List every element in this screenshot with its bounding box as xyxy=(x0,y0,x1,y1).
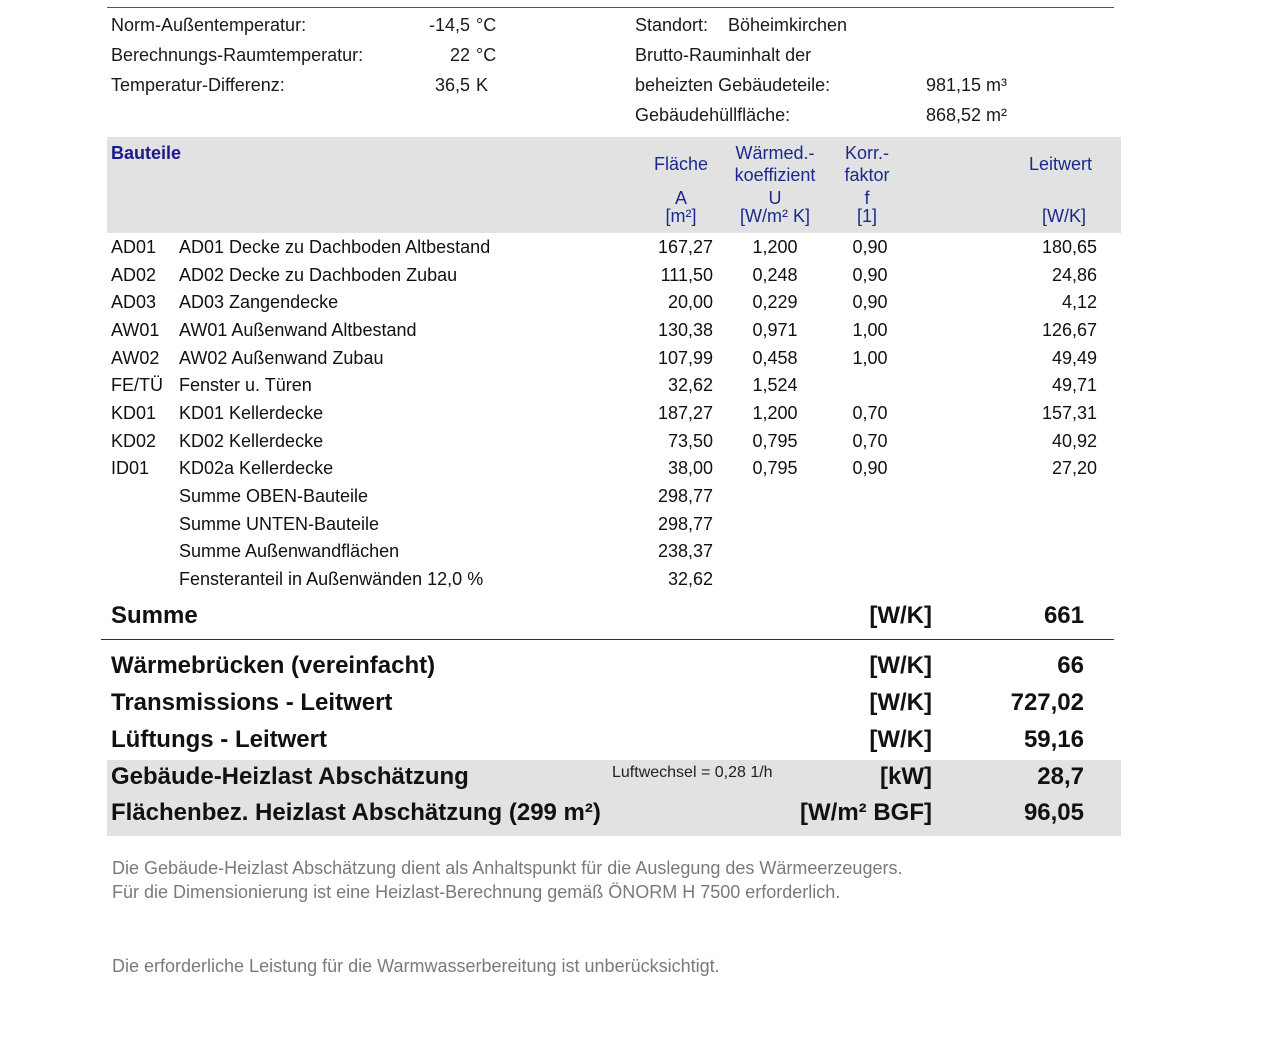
row-flaeche: 38,00 xyxy=(667,458,713,478)
col-waerme-line2: koeffizient xyxy=(734,165,816,185)
row-name: KD02 Kellerdecke xyxy=(179,431,324,451)
row-flaeche: 298,77 xyxy=(657,514,713,534)
col-korr-unit: [1] xyxy=(856,206,877,226)
top-rule xyxy=(107,7,1114,8)
row-flaeche: 73,50 xyxy=(667,431,713,451)
row-name: AD03 Zangendecke xyxy=(179,292,339,312)
waermebruecken-label: Wärmebrücken (vereinfacht) xyxy=(111,652,436,679)
row-name: Fenster u. Türen xyxy=(179,375,312,395)
row-u-wert: 0,229 xyxy=(752,292,798,312)
brutto-label-line1: Brutto-Rauminhalt der xyxy=(635,45,812,65)
table-row xyxy=(0,431,1280,457)
heizlast-value: 28,7 xyxy=(1037,763,1084,790)
summe-label: Summe xyxy=(111,602,198,629)
table-row xyxy=(0,569,1280,595)
table-row xyxy=(0,265,1280,291)
summe-value: 661 xyxy=(1043,602,1084,629)
row-u-wert: 0,795 xyxy=(752,458,798,478)
temp-diff-label: Temperatur-Differenz: xyxy=(111,75,285,95)
table-row xyxy=(0,458,1280,484)
row-leitwert: 40,92 xyxy=(1051,431,1097,451)
row-name: AD01 Decke zu Dachboden Altbestand xyxy=(179,237,491,257)
row-u-wert: 0,458 xyxy=(752,348,798,368)
row-leitwert: 49,71 xyxy=(1051,375,1097,395)
lueftung-value: 59,16 xyxy=(1023,726,1084,753)
row-u-wert: 0,971 xyxy=(752,320,798,340)
row-korr-faktor: 1,00 xyxy=(852,320,888,340)
row-leitwert: 157,31 xyxy=(1041,403,1097,423)
row-korr-faktor: 1,00 xyxy=(852,348,888,368)
table-row xyxy=(0,348,1280,374)
flaechen-heizlast-unit: [W/m² BGF] xyxy=(800,799,932,826)
lueftung-label: Lüftungs - Leitwert xyxy=(111,726,327,753)
col-leitwert-unit: [W/K] xyxy=(1042,206,1086,226)
col-flaeche-unit: [m²] xyxy=(665,206,697,226)
row-name: Summe Außenwandflächen xyxy=(179,541,400,561)
row-u-wert: 1,524 xyxy=(752,375,798,395)
row-leitwert: 180,65 xyxy=(1041,237,1097,257)
row-u-wert: 0,795 xyxy=(752,431,798,451)
note-line-2: Für die Dimensionierung ist eine Heizlast-Berechnung gemäß ÖNORM H 7500 erforderlich. xyxy=(112,882,841,902)
row-name: AD02 Decke zu Dachboden Zubau xyxy=(179,265,458,285)
row-flaeche: 107,99 xyxy=(657,348,713,368)
huelle-label: Gebäudehüllfläche: xyxy=(635,105,791,125)
table-row xyxy=(0,514,1280,540)
row-name: Summe UNTEN-Bauteile xyxy=(179,514,380,534)
norm-temp-label: Norm-Außentemperatur: xyxy=(111,15,307,35)
transmission-value: 727,02 xyxy=(1010,689,1084,716)
col-flaeche: Fläche xyxy=(653,154,709,174)
row-flaeche: 20,00 xyxy=(667,292,713,312)
raum-temp-value: 22 xyxy=(449,45,470,65)
col-leitwert: Leitwert xyxy=(1028,154,1092,174)
row-name: Fensteranteil in Außenwänden 12,0 % xyxy=(179,569,484,589)
row-code: AD02 xyxy=(111,265,157,285)
row-flaeche: 32,62 xyxy=(667,569,713,589)
col-waerme-symbol: U xyxy=(768,188,782,208)
row-korr-faktor: 0,90 xyxy=(852,458,888,478)
col-waerme-unit: [W/m² K] xyxy=(740,206,810,226)
row-korr-faktor: 0,90 xyxy=(852,292,888,312)
table-header-band xyxy=(107,137,1121,233)
table-row xyxy=(0,486,1280,512)
row-flaeche: 111,50 xyxy=(660,265,713,285)
col-korr-line2: faktor xyxy=(844,165,890,185)
huelle-value: 868,52 m² xyxy=(926,105,1008,125)
row-name: AW02 Außenwand Zubau xyxy=(179,348,384,368)
raum-temp-unit: °C xyxy=(476,45,497,65)
table-row xyxy=(0,375,1280,401)
row-flaeche: 32,62 xyxy=(667,375,713,395)
brutto-value: 981,15 m³ xyxy=(926,75,1008,95)
row-code: ID01 xyxy=(111,458,150,478)
row-korr-faktor: 0,70 xyxy=(852,403,888,423)
row-u-wert: 1,200 xyxy=(752,237,798,257)
row-korr-faktor: 0,70 xyxy=(852,431,888,451)
row-code: FE/TÜ xyxy=(111,375,163,395)
summe-unit: [W/K] xyxy=(869,602,932,629)
standort-label: Standort: xyxy=(635,15,709,35)
row-leitwert: 49,49 xyxy=(1051,348,1097,368)
row-leitwert: 27,20 xyxy=(1051,458,1097,478)
row-u-wert: 0,248 xyxy=(752,265,798,285)
row-flaeche: 130,38 xyxy=(657,320,713,340)
row-u-wert: 1,200 xyxy=(752,403,798,423)
brutto-label-line2: beheizten Gebäudeteile: xyxy=(635,75,831,95)
row-leitwert: 4,12 xyxy=(1061,292,1097,312)
col-flaeche-symbol: A xyxy=(674,188,687,208)
waermebruecken-unit: [W/K] xyxy=(869,652,932,679)
col-waerme-line1: Wärmed.- xyxy=(735,143,815,163)
temp-diff-value: 36,5 xyxy=(434,75,470,95)
row-korr-faktor: 0,90 xyxy=(852,265,888,285)
row-code: KD01 xyxy=(111,403,157,423)
table-row xyxy=(0,541,1280,567)
row-leitwert: 24,86 xyxy=(1051,265,1097,285)
row-code: AD03 xyxy=(111,292,157,312)
luftwechsel-note: Luftwechsel = 0,28 1/h xyxy=(612,764,773,781)
col-korr-symbol: f xyxy=(864,188,870,208)
row-flaeche: 167,27 xyxy=(657,237,713,257)
standort-value: Böheimkirchen xyxy=(728,15,848,35)
note-line-3: Die erforderliche Leistung für die Warmwasserbereitung ist unberücksichtigt. xyxy=(112,956,720,976)
row-flaeche: 298,77 xyxy=(657,486,713,506)
row-leitwert: 126,67 xyxy=(1041,320,1097,340)
row-name: AW01 Außenwand Altbestand xyxy=(179,320,417,340)
row-name: KD02a Kellerdecke xyxy=(179,458,334,478)
temp-diff-unit: K xyxy=(476,75,489,95)
table-title: Bauteile xyxy=(111,143,182,163)
table-row xyxy=(0,237,1280,263)
flaechen-heizlast-value: 96,05 xyxy=(1023,799,1084,826)
flaechen-heizlast-label: Flächenbez. Heizlast Abschätzung (299 m²) xyxy=(111,799,601,826)
row-name: Summe OBEN-Bauteile xyxy=(179,486,369,506)
table-row xyxy=(0,292,1280,318)
heizlast-unit: [kW] xyxy=(880,763,932,790)
table-row xyxy=(0,320,1280,346)
note-line-1: Die Gebäude-Heizlast Abschätzung dient als Anhaltspunkt für die Auslegung des Wärmeerzeugers. xyxy=(112,858,903,878)
transmission-unit: [W/K] xyxy=(869,689,932,716)
transmission-label: Transmissions - Leitwert xyxy=(111,689,393,716)
lueftung-unit: [W/K] xyxy=(869,726,932,753)
row-korr-faktor: 0,90 xyxy=(852,237,888,257)
waermebruecken-value: 66 xyxy=(1057,652,1084,679)
row-code: AW01 xyxy=(111,320,160,340)
table-row xyxy=(0,403,1280,429)
heizlast-label: Gebäude-Heizlast Abschätzung xyxy=(111,763,469,790)
raum-temp-label: Berechnungs-Raumtemperatur: xyxy=(111,45,364,65)
row-flaeche: 238,37 xyxy=(657,541,713,561)
row-flaeche: 187,27 xyxy=(657,403,713,423)
row-code: AW02 xyxy=(111,348,160,368)
norm-temp-unit: °C xyxy=(476,15,497,35)
row-code: AD01 xyxy=(111,237,157,257)
summe-rule xyxy=(101,639,1114,640)
row-name: KD01 Kellerdecke xyxy=(179,403,324,423)
row-code: KD02 xyxy=(111,431,157,451)
norm-temp-value: -14,5 xyxy=(428,15,470,35)
col-korr-line1: Korr.- xyxy=(844,143,889,163)
